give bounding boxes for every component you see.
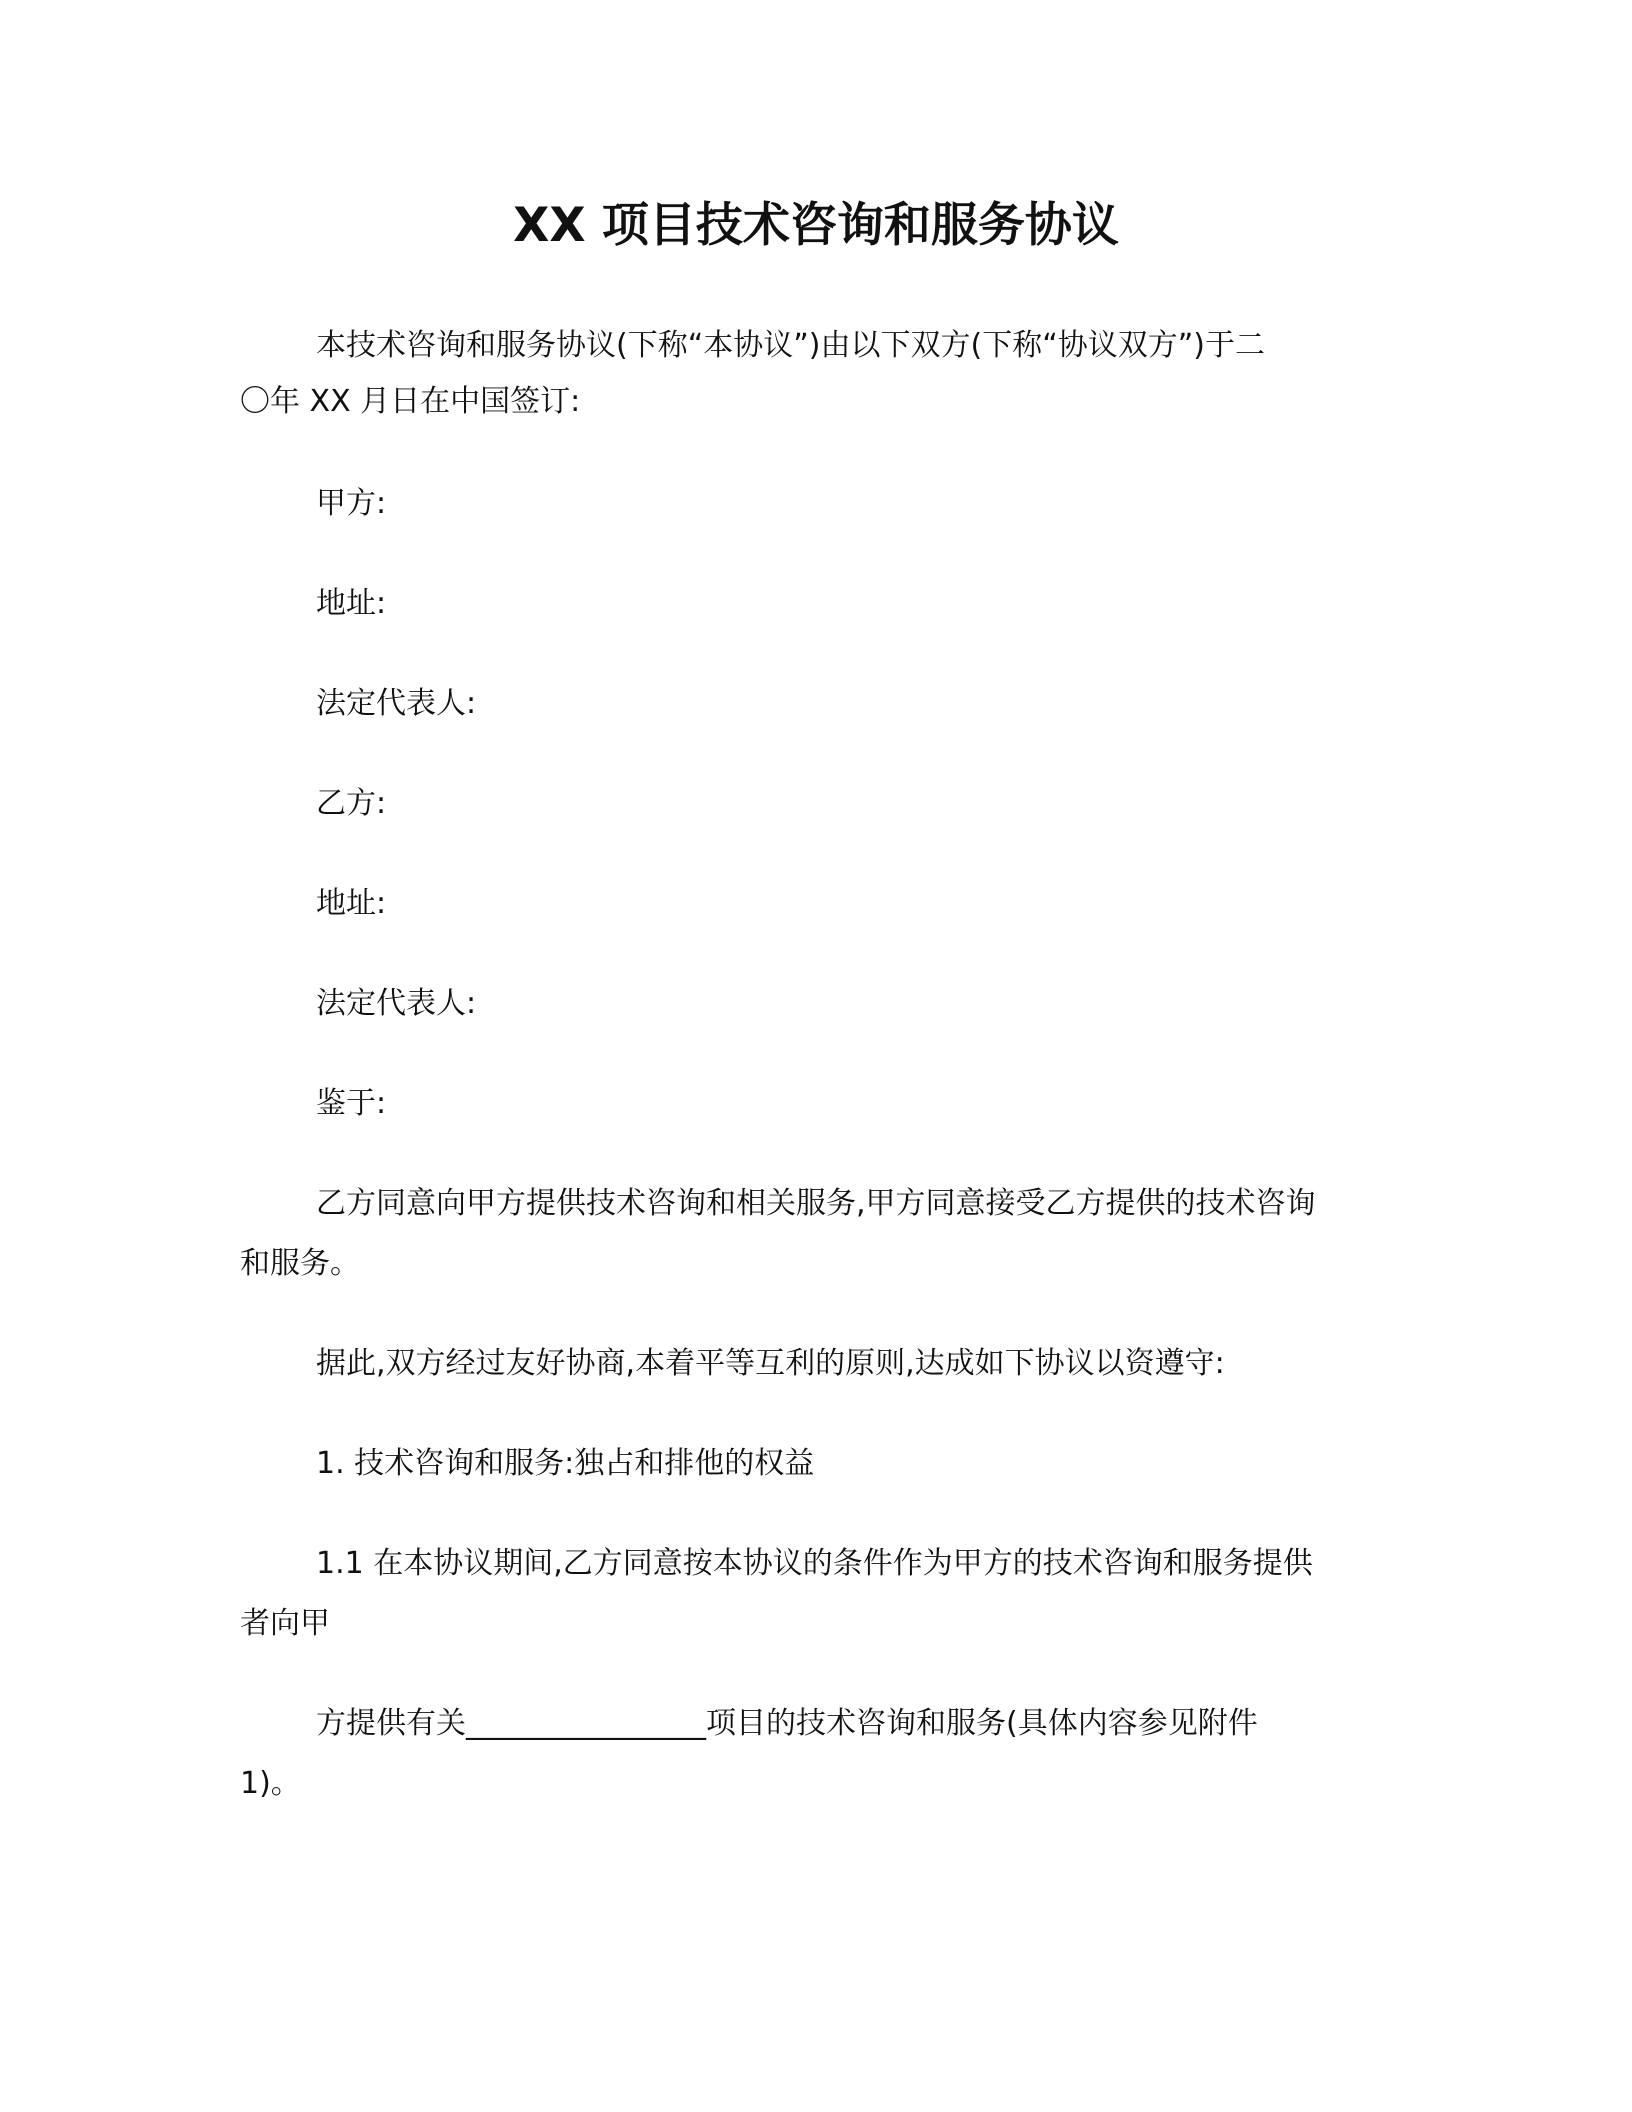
party-b-label: 乙方:: [316, 786, 387, 821]
intro-line-1: 本技术咨询和服务协议(下称“本协议”)由以下双方(下称“协议双方”)于二: [316, 328, 1265, 363]
recital-line-1: 乙方同意向甲方提供技术咨询和相关服务,甲方同意接受乙方提供的技术咨询: [316, 1186, 1316, 1221]
party-a-address-label: 地址:: [316, 586, 387, 621]
party-b-address-label: 地址:: [316, 886, 387, 921]
agreement-statement: 据此,双方经过友好协商,本着平等互利的原则,达成如下协议以资遵守:: [316, 1346, 1225, 1381]
document-title: XX 项目技术咨询和服务协议: [513, 198, 1119, 253]
clause-1-1-line-2: 者向甲: [240, 1606, 330, 1641]
party-b-representative-label: 法定代表人:: [316, 986, 477, 1021]
section-1-heading: 1. 技术咨询和服务:独占和排他的权益: [316, 1446, 815, 1481]
intro-line-2: 〇年 XX 月日在中国签订:: [240, 384, 581, 419]
clause-1-1-continued-line-1: 方提供有关________________项目的技术咨询和服务(具体内容参见附件: [316, 1706, 1258, 1741]
recital-line-2: 和服务。: [240, 1246, 360, 1281]
party-a-label: 甲方:: [316, 486, 387, 521]
clause-1-1-line-1: 1.1 在本协议期间,乙方同意按本协议的条件作为甲方的技术咨询和服务提供: [316, 1546, 1313, 1581]
party-a-representative-label: 法定代表人:: [316, 686, 477, 721]
clause-1-1-continued-line-2: 1)。: [240, 1766, 301, 1801]
whereas-label: 鉴于:: [316, 1086, 387, 1121]
